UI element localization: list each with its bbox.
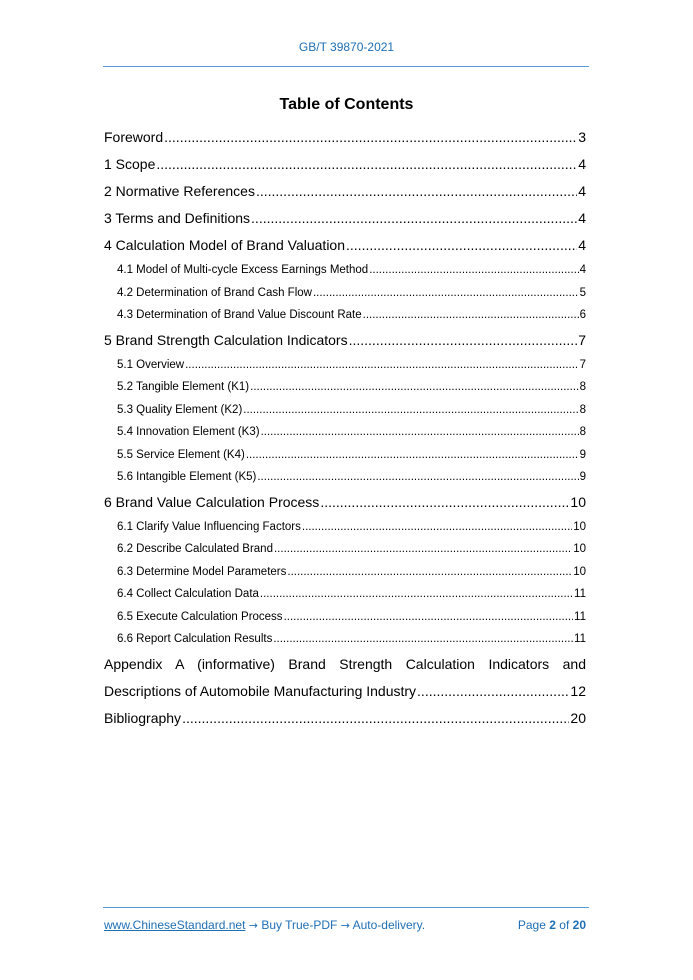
toc-leader-dots [349,327,578,354]
toc-entry-label: 5.1 Overview [117,358,185,371]
toc-entry-page: 3 [578,129,586,145]
toc-entry-6-2[interactable] [104,538,586,561]
page-title: Table of Contents [279,96,414,113]
toc-entry-label: 6.3 Determine Model Parameters [117,565,287,578]
toc-entry-label: Bibliography [104,709,182,726]
toc-leader-dots [260,583,573,606]
toc-entry-label: 5.6 Intangible Element (K5) [117,471,257,483]
toc-leader-dots [346,232,577,259]
toc-entry-label: 1 Scope [104,156,156,172]
toc-leader-dots [246,444,579,467]
toc-entry-page: 7 [579,358,586,371]
toc-entry-6-5[interactable] [104,606,586,629]
toc-entry-page: 5 [579,286,586,299]
toc-entry-5-5[interactable] [104,444,586,467]
toc-entry-5-6[interactable] [104,466,586,489]
toc-leader-dots [369,259,578,282]
toc-leader-dots [320,489,569,516]
standard-code: GB/T 39870-2021 [298,40,395,54]
toc-leader-dots [256,178,577,205]
toc-entry-page: 9 [579,448,586,461]
toc-entry-page: 4 [578,210,586,226]
toc-entry-page: 8 [579,381,586,393]
toc-entry-label: 6.4 Collect Calculation Data [117,588,259,600]
toc-leader-dots [417,678,569,705]
site-link[interactable]: www.ChineseStandard.net [104,918,246,932]
buy-text: Buy True-PDF [261,918,338,932]
footer-promo [104,918,425,932]
toc-entry-page: 12 [570,682,586,699]
toc-entry-bibliography[interactable] [104,705,586,732]
toc-entry-label: 6.2 Describe Calculated Brand [117,543,273,555]
header-divider [103,66,589,67]
toc-entry-label: Foreword [104,129,164,145]
toc-entry-label: 4.2 Determination of Brand Cash Flow [117,286,312,299]
toc-entry-scope[interactable] [104,151,586,178]
toc-entry-5-4[interactable] [104,421,586,444]
toc-entry-page: 8 [579,403,586,416]
toc-entry-page: 10 [570,493,586,510]
toc-entry-label: 5.2 Tangible Element (K1) [117,381,250,393]
toc-entry-label: 5.3 Quality Element (K2) [117,403,243,416]
toc-entry-6-4[interactable] [104,583,586,606]
toc-entry-foreword[interactable] [104,124,586,151]
toc-entry-page: 9 [579,471,586,483]
toc-entry-normative-references[interactable] [104,178,586,205]
toc-entry-label: 4 Calculation Model of Brand Valuation [104,237,346,253]
toc-entry-label: 2 Normative References [104,183,255,199]
toc-leader-dots [261,421,579,444]
toc-entry-page: 4 [578,237,586,253]
toc-leader-dots [251,205,577,232]
toc-entry-page: 4 [578,156,586,172]
toc-leader-dots [273,628,573,651]
toc-entry-4-2[interactable] [104,282,586,305]
toc-entry-page: 8 [579,426,586,438]
arrow-right-icon: → [340,919,350,932]
toc-leader-dots [243,399,578,422]
toc-entry-label: 6.1 Clarify Value Influencing Factors [117,520,301,533]
toc-leader-dots [250,376,578,399]
toc-entry-label: 3 Terms and Definitions [104,210,251,226]
toc-entry-5-1[interactable] [104,354,586,377]
toc-entry-label: 6.6 Report Calculation Results [117,633,273,645]
page-total: 20 [572,918,586,932]
toc-entry-4-3[interactable] [104,304,586,327]
document-header [0,40,693,54]
toc-leader-dots [363,304,579,327]
toc-entry-page: 10 [573,565,586,578]
toc-entry-label: 5.4 Innovation Element (K3) [117,426,260,438]
page-current: 2 [549,918,556,932]
toc-entry-page: 4 [579,264,586,276]
toc-entry-page: 10 [573,520,586,533]
toc-entry-page: 10 [573,543,586,555]
toc-leader-dots [164,124,577,151]
toc-entry-label: 6 Brand Value Calculation Process [104,493,320,510]
toc-entry-label: 5 Brand Strength Calculation Indicators [104,331,348,348]
toc-leader-dots [287,561,572,584]
toc-leader-dots [284,606,573,629]
toc-entry-6-3[interactable] [104,561,586,584]
toc-leader-dots [257,466,578,489]
toc-entry-brand-strength[interactable] [104,327,586,354]
toc-entry-page: 6 [579,309,586,321]
delivery-text: Auto-delivery. [352,918,426,932]
toc-entry-4-1[interactable] [104,259,586,282]
toc-entry-terms-definitions[interactable] [104,205,586,232]
toc-leader-dots [313,282,579,305]
toc-entry-calculation-model[interactable] [104,232,586,259]
page-indicator [518,918,586,932]
toc-entry-label-line2: Descriptions of Automobile Manufacturing Industry [104,682,417,699]
toc-entry-page: 7 [578,331,586,348]
toc-leader-dots [185,354,578,377]
toc-leader-dots [156,151,577,178]
toc-entry-5-2[interactable] [104,376,586,399]
table-of-contents [104,124,586,732]
toc-entry-page: 11 [574,610,586,623]
toc-entry-page: 11 [574,588,586,600]
toc-entry-appendix-a[interactable] [104,651,586,705]
toc-leader-dots [302,516,572,539]
toc-entry-label: 4.1 Model of Multi-cycle Excess Earnings Method [117,264,369,276]
toc-entry-label-line1: Appendix A (informative) Brand Strength Calculation Indicators and [104,655,586,672]
toc-entry-5-3[interactable] [104,399,586,422]
document-footer [104,918,586,932]
toc-entry-page: 20 [570,709,586,726]
arrow-right-icon: → [248,919,258,932]
page-word: Page [517,918,546,932]
toc-entry-6-1[interactable] [104,516,586,539]
toc-entry-6-6[interactable] [104,628,586,651]
toc-entry-calculation-process[interactable] [104,489,586,516]
toc-entry-label: 5.5 Service Element (K4) [117,448,245,461]
of-word: of [559,918,570,932]
toc-leader-dots [182,705,569,732]
footer-divider [103,907,589,908]
toc-leader-dots [274,538,572,561]
toc-entry-page: 11 [574,633,586,645]
toc-entry-page: 4 [578,183,586,199]
toc-entry-label: 6.5 Execute Calculation Process [117,610,283,623]
toc-entry-label: 4.3 Determination of Brand Value Discount Rate [117,309,362,321]
